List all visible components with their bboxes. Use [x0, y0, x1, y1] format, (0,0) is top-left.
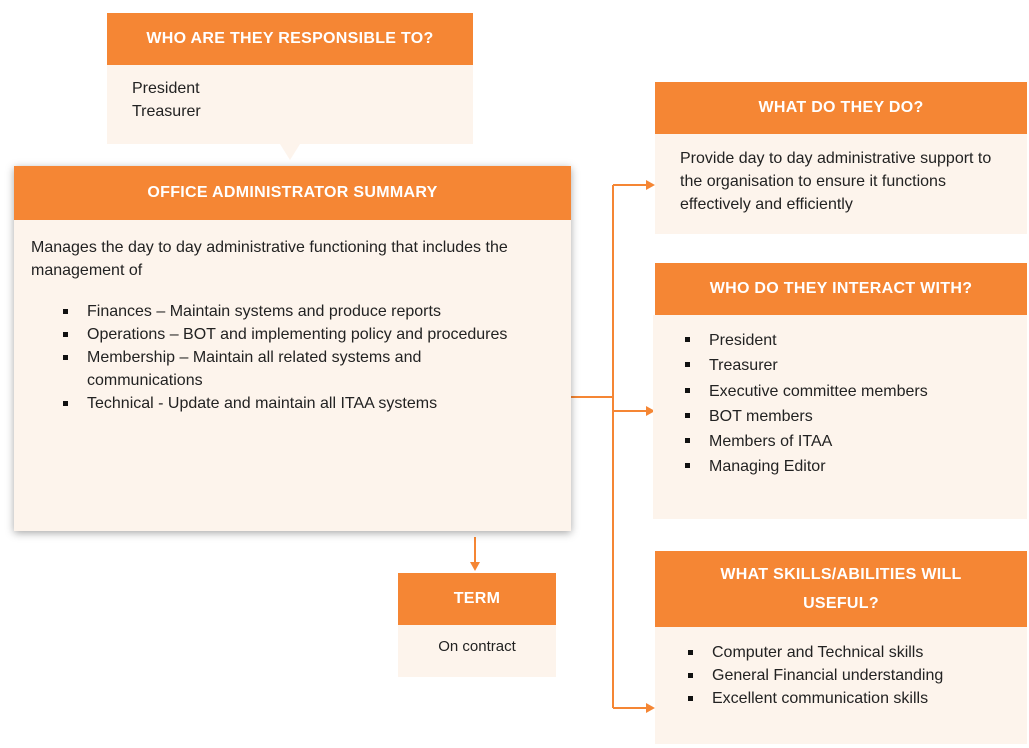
interact-title: WHO DO THEY INTERACT WITH?: [709, 280, 973, 297]
term-header: [398, 573, 556, 625]
interact-list: [681, 328, 1027, 480]
list-item: BOT members: [681, 404, 1027, 429]
summary-header: [14, 166, 571, 220]
skills-list: [684, 641, 1027, 710]
skills-panel: [655, 627, 1027, 744]
list-item: Operations – BOT and implementing policy and procedures: [59, 323, 531, 346]
skills-header: [655, 551, 1027, 627]
term-panel: [398, 625, 556, 677]
responsible-line-2: Treasurer: [132, 103, 201, 120]
what-do-header: [655, 82, 1027, 134]
responsible-title: WHO ARE THEY RESPONSIBLE TO?: [146, 30, 434, 47]
summary-list: [59, 300, 551, 415]
summary-body: [31, 236, 551, 415]
list-item: Technical - Update and maintain all ITAA systems: [59, 392, 531, 415]
summary-title: OFFICE ADMINISTRATOR SUMMARY: [147, 184, 438, 201]
list-item: Executive committee members: [681, 379, 1027, 404]
responsible-header: [107, 13, 473, 65]
interact-header: [655, 263, 1027, 315]
list-item: Treasurer: [681, 353, 1027, 378]
list-item: President: [681, 328, 1027, 353]
summary-intro: Manages the day to day administrative functioning that includes the management of: [31, 239, 508, 279]
summary-card: [14, 166, 571, 531]
list-item: Computer and Technical skills: [684, 641, 1027, 664]
what-do-title: WHAT DO THEY DO?: [758, 99, 924, 116]
list-item: Members of ITAA: [681, 429, 1027, 454]
what-do-text: Provide day to day administrative support to the organisation to ensure it functions effectively and efficiently: [680, 150, 992, 213]
interact-panel: [653, 315, 1027, 519]
responsible-line-1: President: [132, 80, 200, 97]
term-value: On contract: [438, 638, 516, 655]
list-item: Excellent communication skills: [684, 687, 1027, 710]
list-item: General Financial understanding: [684, 664, 1027, 687]
what-do-panel: [655, 134, 1027, 234]
list-item: Managing Editor: [681, 454, 1027, 479]
list-item: Finances – Maintain systems and produce reports: [59, 300, 531, 323]
list-item: Membership – Maintain all related systems and communications: [59, 346, 531, 392]
term-title: TERM: [453, 590, 501, 607]
skills-title: WHAT SKILLS/ABILITIES WILL USEFUL?: [720, 566, 962, 612]
responsible-panel: [107, 65, 473, 144]
